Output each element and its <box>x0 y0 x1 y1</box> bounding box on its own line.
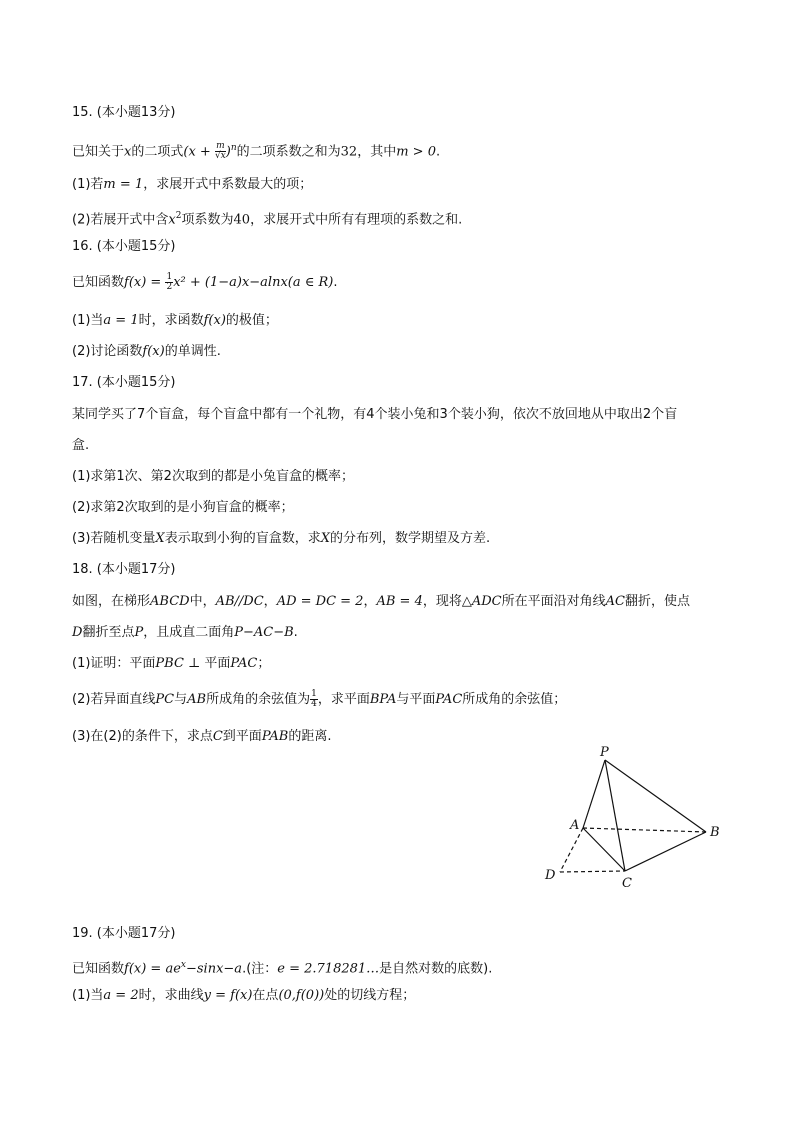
q18-part1: (1)证明：平面PBC ⊥ 平面PAC； <box>72 656 271 671</box>
label-A: A <box>570 818 580 833</box>
q17-stem-line1: 某同学买了7个盲盒，每个盲盒中都有一个礼物，有4个装小兔和3个装小狗，依次不放回地从中取出2个盲 <box>72 407 678 422</box>
q17-stem-line2: 盒. <box>72 438 90 453</box>
q17-part3: (3)若随机变量X表示取到小狗的盲盒数，求X的分布列，数学期望及方差. <box>72 531 491 546</box>
edge-DC-dashed <box>560 871 625 872</box>
q17-part1: (1)求第1次、第2次取到的都是小兔盲盒的概率； <box>72 469 354 484</box>
q18-stem-line1: 如图，在梯形ABCD中，AB//DC，AD = DC = 2，AB = 4，现将△ADC所在平面沿对角线AC翻折，使点 <box>72 594 691 609</box>
label-P: P <box>600 745 609 760</box>
q15-stem: 已知关于x的二项式(x + $\frac{m}{√x}$ )$^n$的二项系数之和为32，其中m > 0. <box>72 141 441 162</box>
q15-header: 15. (本小题13分) <box>72 105 176 120</box>
q16-header: 16. (本小题15分) <box>72 239 176 254</box>
q18-header: 18. (本小题17分) <box>72 562 176 577</box>
q18-part2: (2)若异面直线PC与AB所成角的余弦值为 $\frac{1}{4}$ ，求平面BPA与平面PAC所成角的余弦值； <box>72 689 567 709</box>
q19-part1: (1)当a = 2时，求曲线y = f(x)在点(0,f(0))处的切线方程； <box>72 988 416 1003</box>
label-C: C <box>622 876 632 891</box>
q19-stem: 已知函数$f(x) = ae^x-\sin x-a$.(注：e = 2.718281…是自然对数的底数). <box>72 960 493 977</box>
label-B: B <box>710 825 720 840</box>
q16-part1: (1)当a = 1时，求函数f(x)的极值； <box>72 313 278 328</box>
q18-part3: (3)在(2)的条件下，求点C到平面PAB的距离. <box>72 729 332 744</box>
edge-AB-dashed <box>583 828 706 832</box>
q16-half-fraction: $\frac{1}{2}$ <box>166 272 173 292</box>
q15-part1: (1)若m = 1，求展开式中系数最大的项； <box>72 177 313 192</box>
q18-quarter-fraction: $\frac{1}{4}$ <box>311 689 317 709</box>
tetrahedron-figure <box>530 742 730 892</box>
q15-binom-fraction: $\frac{m}{√x}$ <box>214 141 226 162</box>
q18-stem-line2: D翻折至点P，且成直二面角P−AC−B. <box>72 625 298 640</box>
edge-CB <box>625 832 706 871</box>
label-D: D <box>545 868 556 883</box>
q16-stem: 已知函数f(x) = $\frac{1}{2}$ x² + (1−a)x−alnx(a ∈ R). <box>72 272 338 292</box>
edge-PB <box>605 760 706 832</box>
q16-part2: (2)讨论函数f(x)的单调性. <box>72 344 221 359</box>
q17-header: 17. (本小题15分) <box>72 375 176 390</box>
q17-part2: (2)求第2次取到的是小狗盲盒的概率； <box>72 500 294 515</box>
q15-part2: (2)若展开式中含$x^2$项系数为40，求展开式中所有有理项的系数之和. <box>72 211 463 228</box>
q19-header: 19. (本小题17分) <box>72 926 176 941</box>
edge-AD-dashed <box>560 828 583 872</box>
edge-PA <box>583 760 605 828</box>
